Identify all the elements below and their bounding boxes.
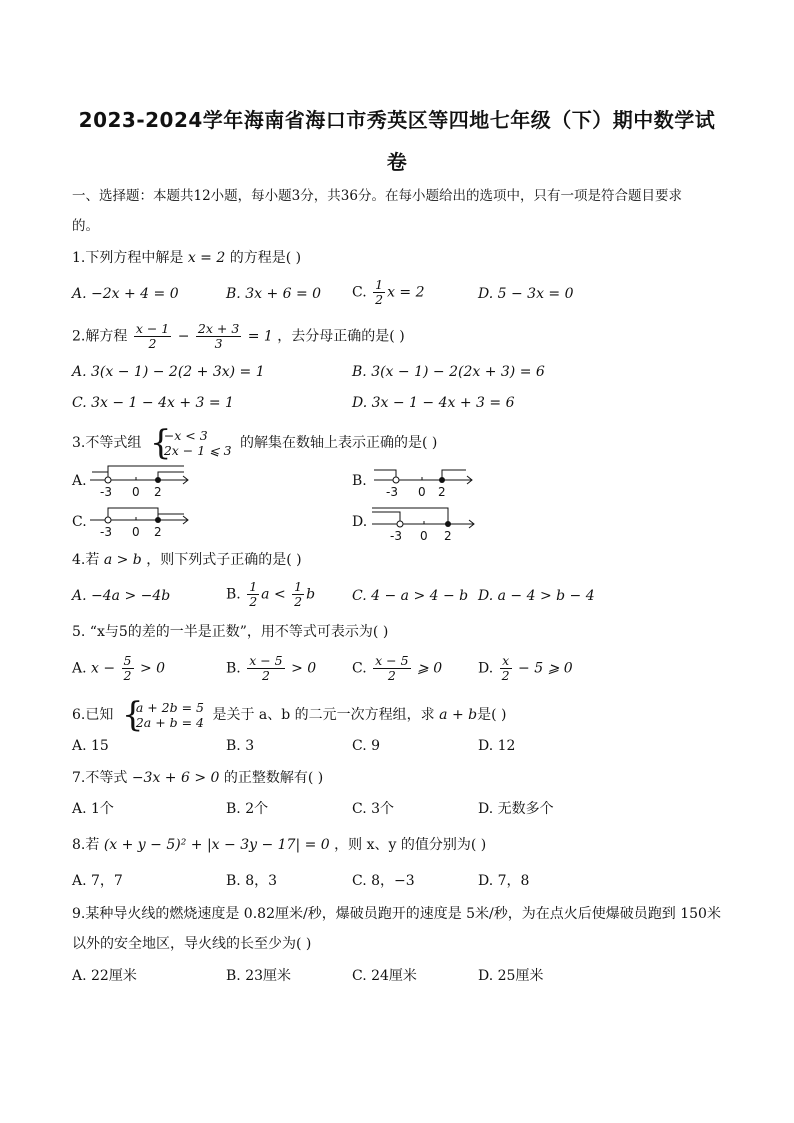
q4-b-n2: 1 bbox=[294, 579, 303, 594]
svg-text:-3: -3 bbox=[390, 529, 402, 542]
q3-stem-post: 的解集在数轴上表示正确的是( ) bbox=[240, 435, 438, 451]
q5-c-post: ⩾ 0 bbox=[417, 660, 443, 677]
q1-c-label: C. bbox=[352, 284, 367, 301]
svg-text:-3: -3 bbox=[100, 525, 112, 539]
q2-f2-num: 2x + 3 bbox=[197, 321, 240, 336]
q1-option-d[interactable]: D. 5 − 3x = 0 bbox=[478, 286, 574, 302]
q4-option-a[interactable]: A. −4a > −4b bbox=[72, 588, 171, 604]
q9-option-c[interactable]: C. 24厘米 bbox=[352, 968, 417, 984]
q1-stem-math: x = 2 bbox=[187, 250, 226, 266]
q1-c-fraction bbox=[373, 278, 385, 307]
question-5-stem: 5. “x与5的差的一半是正数”，用不等式可表示为( ) bbox=[72, 624, 389, 640]
q7-stem-math: −3x + 6 > 0 bbox=[131, 770, 220, 786]
q2-fraction-2 bbox=[196, 322, 241, 351]
q5-b-label: B. bbox=[226, 660, 241, 677]
q4-b-fraction-1 bbox=[247, 580, 259, 609]
svg-text:0: 0 bbox=[132, 525, 140, 539]
q5-b-post: > 0 bbox=[291, 660, 317, 677]
q3-row-1: −x < 3 bbox=[163, 428, 208, 443]
q6-option-d[interactable]: D. 12 bbox=[478, 738, 516, 754]
question-4-stem bbox=[72, 550, 302, 570]
q9-option-b[interactable]: B. 23厘米 bbox=[226, 968, 292, 984]
svg-text:0: 0 bbox=[420, 529, 428, 542]
svg-text:2: 2 bbox=[438, 485, 446, 499]
q5-a-den: 2 bbox=[123, 668, 132, 683]
question-2-stem bbox=[72, 322, 405, 351]
q5-b-num: x − 5 bbox=[249, 653, 283, 668]
q3-option-b[interactable]: B. bbox=[352, 473, 367, 489]
q4-option-d[interactable]: D. a − 4 > b − 4 bbox=[478, 588, 595, 604]
q7-stem-pre: 7.不等式 bbox=[72, 770, 128, 786]
q2-f2-den: 3 bbox=[214, 336, 223, 351]
q7-option-d[interactable]: D. 无数多个 bbox=[478, 801, 554, 817]
q5-a-post: > 0 bbox=[139, 660, 166, 677]
q3-option-a[interactable]: A. bbox=[72, 473, 87, 489]
q4-b-end: b bbox=[306, 586, 316, 603]
q1-option-a[interactable]: A. −2x + 4 = 0 bbox=[72, 286, 179, 302]
q6-stem-end: 是( ) bbox=[477, 707, 507, 723]
q4-b-fraction-2 bbox=[292, 580, 304, 609]
q3-row-2: 2x − 1 ⩽ 3 bbox=[163, 443, 232, 458]
q1-stem-post: 的方程是( ) bbox=[229, 250, 302, 266]
q5-d-num: x bbox=[500, 654, 512, 669]
q8-stem-pre: 8.若 bbox=[72, 837, 100, 853]
q4-b-mid: a < bbox=[261, 586, 286, 603]
q5-option-a[interactable] bbox=[72, 654, 165, 683]
q5-a-num: 5 bbox=[123, 653, 132, 668]
q5-c-den: 2 bbox=[387, 668, 396, 683]
q5-d-den: 2 bbox=[501, 668, 510, 683]
q7-option-c[interactable]: C. 3个 bbox=[352, 801, 395, 817]
svg-text:0: 0 bbox=[418, 485, 426, 499]
q8-option-b[interactable]: B. 8，3 bbox=[226, 873, 278, 889]
q2-minus: − bbox=[177, 328, 190, 345]
q1-option-c[interactable] bbox=[352, 278, 425, 307]
q5-option-b[interactable] bbox=[226, 654, 316, 683]
question-1-stem bbox=[72, 248, 301, 268]
q2-f1-num: x − 1 bbox=[135, 321, 170, 336]
q2-fraction-1 bbox=[134, 322, 171, 351]
q5-d-fraction bbox=[500, 654, 512, 683]
section-instructions-continued: 的。 bbox=[72, 218, 99, 234]
q2-f1-den: 2 bbox=[148, 336, 157, 351]
q1-c-den: 2 bbox=[375, 292, 384, 307]
q4-b-d2: 2 bbox=[294, 594, 303, 609]
q3-system bbox=[149, 423, 232, 463]
q1-option-b[interactable]: B. 3x + 6 = 0 bbox=[226, 286, 322, 302]
q2-option-c[interactable]: C. 3x − 1 − 4x + 3 = 1 bbox=[72, 395, 234, 411]
q8-option-a[interactable]: A. 7，7 bbox=[72, 873, 123, 889]
q4-stem-pre: 4.若 bbox=[72, 552, 100, 568]
q6-option-a[interactable]: A. 15 bbox=[72, 738, 109, 754]
q2-option-b[interactable]: B. 3(x − 1) − 2(2x + 3) = 6 bbox=[352, 364, 545, 380]
page-title: 2023-2024学年海南省海口市秀英区等四地七年级（下）期中数学试 bbox=[78, 108, 716, 132]
q3-number-line-c bbox=[88, 500, 198, 546]
q8-option-c[interactable]: C. 8，−3 bbox=[352, 873, 415, 889]
q6-stem-pre: 6.已知 bbox=[72, 707, 114, 723]
q5-d-label: D. bbox=[478, 660, 494, 677]
svg-text:2: 2 bbox=[444, 529, 452, 542]
q8-option-d[interactable]: D. 7，8 bbox=[478, 873, 530, 889]
q1-c-num: 1 bbox=[375, 277, 384, 292]
page-title-continued: 卷 bbox=[386, 150, 408, 174]
q8-stem-math: (x + y − 5)² + |x − 3y − 17| = 0 bbox=[103, 837, 330, 853]
q1-stem-pre: 1.下列方程中解是 bbox=[72, 250, 184, 266]
q1-c-rest: x = 2 bbox=[387, 284, 425, 301]
question-3-stem bbox=[72, 423, 438, 463]
q7-option-a[interactable]: A. 1个 bbox=[72, 801, 114, 817]
svg-text:-3: -3 bbox=[100, 485, 112, 499]
q5-a-pre: x − bbox=[91, 660, 116, 677]
q9-option-a[interactable]: A. 22厘米 bbox=[72, 968, 137, 984]
q4-stem-post: ，则下列式子正确的是( ) bbox=[146, 552, 302, 568]
brace-icon: { bbox=[121, 695, 144, 735]
q3-option-d[interactable]: D. bbox=[352, 514, 368, 530]
svg-text:-3: -3 bbox=[386, 485, 398, 499]
svg-text:2: 2 bbox=[154, 485, 162, 499]
question-7-stem bbox=[72, 768, 323, 788]
q6-row-1: a + 2b = 5 bbox=[135, 700, 205, 715]
q9-option-d[interactable]: D. 25厘米 bbox=[478, 968, 544, 984]
svg-text:0: 0 bbox=[132, 485, 140, 499]
q5-d-post: − 5 ⩾ 0 bbox=[518, 660, 573, 677]
q6-row-2: 2a + b = 4 bbox=[135, 715, 205, 730]
q2-eq: = 1 bbox=[247, 328, 273, 345]
q8-stem-post: ，则 x、y 的值分别为( ) bbox=[334, 837, 487, 853]
q5-c-fraction bbox=[373, 654, 410, 683]
q5-a-fraction bbox=[122, 654, 134, 683]
q3-option-c[interactable]: C. bbox=[72, 514, 87, 530]
q6-stem-math: a + b bbox=[439, 707, 478, 723]
q5-a-label: A. bbox=[72, 660, 87, 677]
question-9-stem: 9.某种导火线的燃烧速度是 0.82厘米/秒，爆破员跑开的速度是 5米/秒，为在点火后使爆破员跑到 150米 bbox=[72, 906, 721, 922]
q3-number-line-d bbox=[370, 500, 482, 546]
q4-b-label: B. bbox=[226, 586, 241, 603]
q4-option-c[interactable]: C. 4 − a > 4 − b bbox=[352, 588, 469, 604]
q6-system bbox=[121, 695, 205, 735]
q3-stem-pre: 3.不等式组 bbox=[72, 435, 142, 451]
q6-option-b[interactable]: B. 3 bbox=[226, 738, 255, 754]
q2-stem-pre: 2.解方程 bbox=[72, 328, 128, 345]
q2-option-a[interactable]: A. 3(x − 1) − 2(2 + 3x) = 1 bbox=[72, 364, 265, 380]
q5-b-den: 2 bbox=[261, 668, 270, 683]
question-8-stem bbox=[72, 835, 486, 855]
q5-b-fraction bbox=[247, 654, 284, 683]
q5-c-num: x − 5 bbox=[375, 653, 409, 668]
question-6-stem bbox=[72, 695, 507, 735]
brace-icon: { bbox=[149, 423, 172, 463]
q4-option-b[interactable] bbox=[226, 580, 315, 609]
q5-option-c[interactable] bbox=[352, 654, 442, 683]
q4-stem-math: a > b bbox=[103, 552, 142, 568]
q6-stem-post: 是关于 a、b 的二元一次方程组，求 bbox=[212, 707, 435, 723]
svg-text:2: 2 bbox=[154, 525, 162, 539]
q4-b-n1: 1 bbox=[249, 579, 258, 594]
q4-b-d1: 2 bbox=[249, 594, 258, 609]
q2-stem-post: ，去分母正确的是( ) bbox=[277, 328, 405, 345]
q7-stem-post: 的正整数解有( ) bbox=[223, 770, 324, 786]
section-instructions: 一、选择题：本题共12小题，每小题3分，共36分。在每小题给出的选项中，只有一项是符合题目要求 bbox=[72, 188, 682, 204]
question-9-stem-continued: 以外的安全地区，导火线的长至少为( ) bbox=[72, 936, 312, 952]
q5-c-label: C. bbox=[352, 660, 367, 677]
q5-option-d[interactable] bbox=[478, 654, 573, 683]
q2-option-d[interactable]: D. 3x − 1 − 4x + 3 = 6 bbox=[352, 395, 515, 411]
q7-option-b[interactable]: B. 2个 bbox=[226, 801, 269, 817]
q6-option-c[interactable]: C. 9 bbox=[352, 738, 381, 754]
